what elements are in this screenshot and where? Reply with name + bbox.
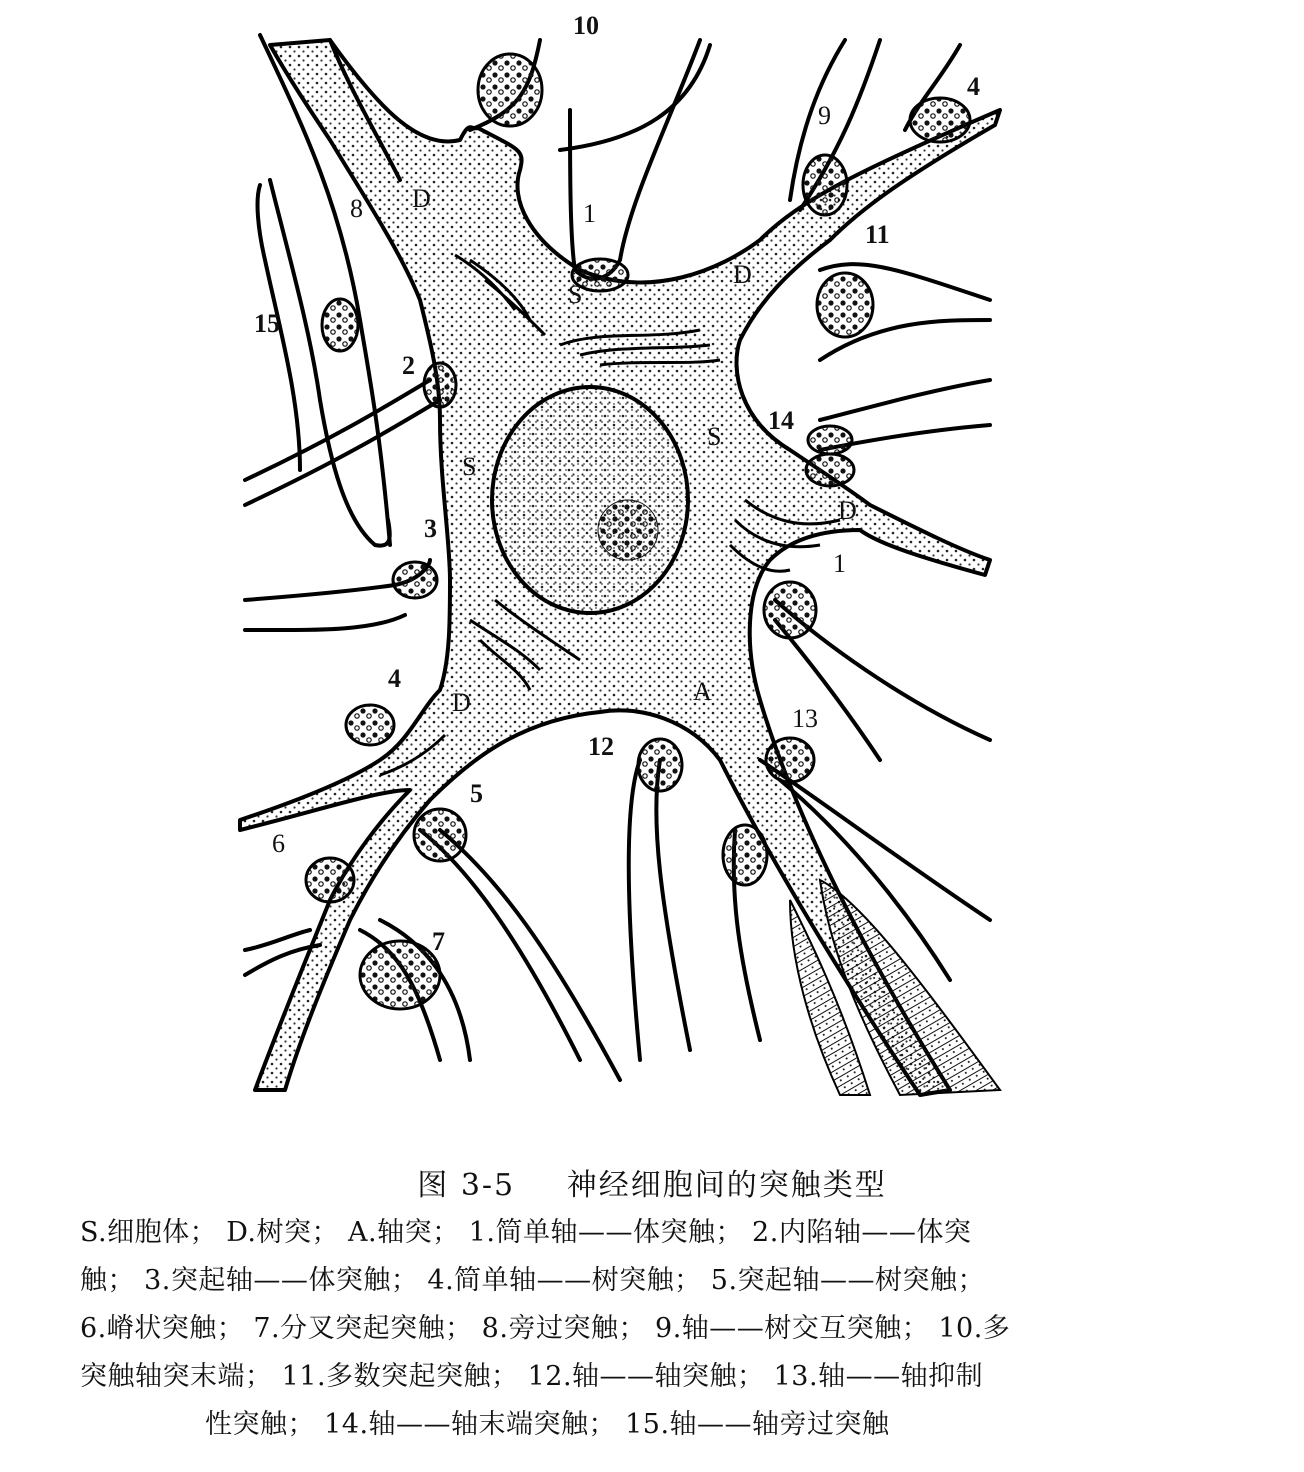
structure-label: D xyxy=(452,688,471,717)
synapse-number-label: 14 xyxy=(768,406,794,435)
figure-number: 图 3-5 xyxy=(417,1168,516,1203)
synapse-number-label: 4 xyxy=(967,72,980,101)
synapse-number-label: 7 xyxy=(432,927,445,956)
nucleus xyxy=(492,387,688,613)
synapse-number-label: 1 xyxy=(833,549,846,578)
structure-label: S xyxy=(707,422,722,451)
synapse-number-label: 8 xyxy=(350,194,363,223)
synapse-number-label: 13 xyxy=(792,704,818,733)
synapse-number-label: 4 xyxy=(388,664,401,693)
synapse-number-label: 1 xyxy=(583,199,596,228)
synapse-number-label: 6 xyxy=(272,829,285,858)
synapse-number-label: 12 xyxy=(588,732,614,761)
legend-line: 突触轴突末端； 11.多数突起突触； 12.轴——轴突触； 13.轴——轴抑制 xyxy=(80,1361,984,1392)
structure-label: D xyxy=(733,260,752,289)
legend-line: S.细胞体； D.树突； A.轴突； 1.简单轴——体突触； 2.内陷轴——体突 xyxy=(80,1217,972,1248)
structure-label: D xyxy=(412,184,431,213)
structure-label: S xyxy=(462,452,477,481)
figure-caption xyxy=(0,1160,1304,1204)
structure-label: A xyxy=(693,677,712,706)
synapse-number-label: 3 xyxy=(424,514,437,543)
figure-title: 神经细胞间的突触类型 xyxy=(566,1168,887,1203)
synapse-number-label: 9 xyxy=(818,101,831,130)
structure-label: S xyxy=(568,280,583,309)
synapse-number-label: 15 xyxy=(254,309,280,338)
synapse-number-label: 11 xyxy=(865,220,890,249)
synapse-number-label: 2 xyxy=(402,351,415,380)
synapse-number-label: 5 xyxy=(470,779,483,808)
legend-line: 触； 3.突起轴——体突触； 4.简单轴——树突触； 5.突起轴——树突触； xyxy=(80,1265,986,1296)
legend-line: 性突触； 14.轴——轴末端突触； 15.轴——轴旁过突触 xyxy=(205,1409,890,1440)
synapse-number-label: 10 xyxy=(573,11,599,40)
structure-label: D xyxy=(838,496,857,525)
legend-line: 6.嵴状突触； 7.分叉突起突触； 8.旁过突触； 9.轴——树交互突触； 10.多 xyxy=(80,1313,1011,1344)
